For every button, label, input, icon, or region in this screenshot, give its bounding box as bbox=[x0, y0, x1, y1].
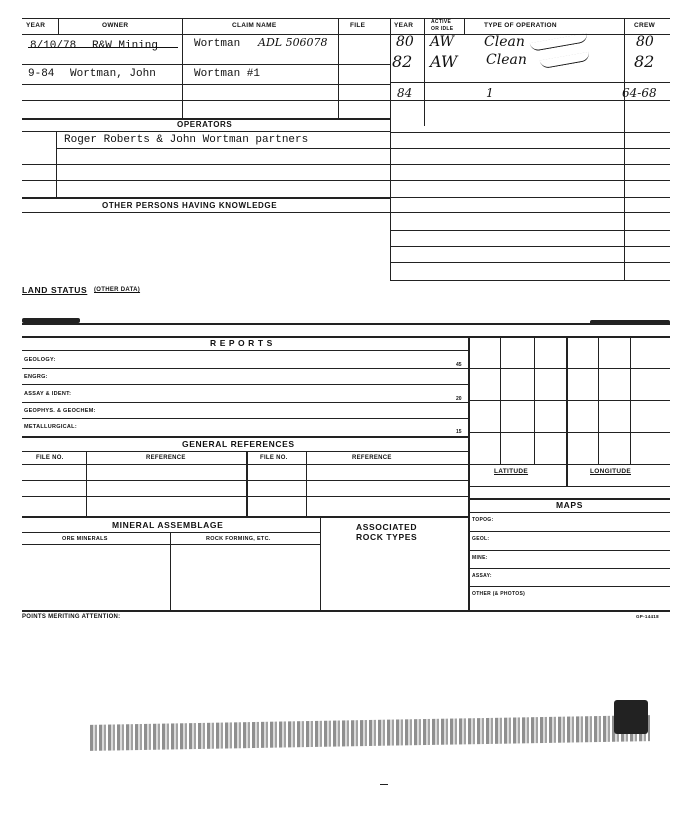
rule bbox=[390, 212, 670, 213]
rule bbox=[22, 212, 390, 213]
row-rule bbox=[22, 64, 390, 65]
grid-line bbox=[468, 368, 670, 369]
scan-noise bbox=[90, 715, 650, 751]
rule bbox=[390, 280, 670, 281]
header-rule bbox=[22, 18, 670, 19]
crew-header: CREW bbox=[634, 22, 656, 29]
rule bbox=[22, 464, 468, 465]
mineral-assemblage-title: MINERAL ASSEMBLAGE bbox=[112, 520, 224, 530]
claim-name: Wortman bbox=[194, 38, 241, 50]
operation-crew: 64-68 bbox=[622, 86, 657, 100]
operation-type: Clean bbox=[486, 52, 527, 68]
rule bbox=[468, 568, 670, 569]
rule bbox=[22, 496, 468, 497]
other-persons-title: OTHER PERSONS HAVING KNOWLEDGE bbox=[102, 201, 278, 210]
operation-year: 80 bbox=[396, 34, 414, 50]
rule bbox=[22, 402, 468, 403]
rule bbox=[22, 610, 670, 612]
rule bbox=[22, 368, 468, 369]
longitude-label: LONGITUDE bbox=[590, 468, 631, 475]
operation-year: 82 bbox=[392, 52, 413, 71]
scan-dash bbox=[380, 784, 388, 785]
maps-geol: GEOL: bbox=[472, 536, 490, 542]
assay-label: ASSAY & IDENT: bbox=[24, 391, 72, 397]
grid-line bbox=[468, 486, 670, 487]
owner-year: 8/10/78 bbox=[30, 40, 77, 52]
rule bbox=[390, 197, 670, 198]
row-rule bbox=[22, 84, 390, 85]
rule bbox=[56, 148, 390, 149]
file-no-col: FILE NO. bbox=[36, 455, 64, 461]
rule bbox=[468, 512, 670, 513]
row-rule bbox=[390, 82, 670, 83]
owner-header: OWNER bbox=[102, 22, 129, 29]
claim-name-header: CLAIM NAME bbox=[232, 22, 277, 29]
owner-name: Wortman, John bbox=[70, 68, 156, 80]
grid-line bbox=[468, 464, 670, 465]
reference-col: REFERENCE bbox=[146, 455, 186, 461]
maps-mine: MINE: bbox=[472, 555, 488, 561]
land-status-sub: (OTHER DATA) bbox=[94, 287, 141, 293]
rule bbox=[22, 131, 390, 132]
operation-active: AW bbox=[430, 34, 454, 50]
row-rule bbox=[22, 100, 390, 101]
metallurgical-label: METALLURGICAL: bbox=[24, 424, 77, 430]
grid-line bbox=[468, 336, 670, 338]
operation-crew: 80 bbox=[636, 34, 654, 50]
divider bbox=[624, 18, 625, 280]
rule bbox=[22, 197, 390, 199]
on-idle-header: OR IDLE bbox=[431, 26, 454, 32]
rock-types-label: ROCK TYPES bbox=[356, 532, 418, 542]
active-header: ACTIVE bbox=[431, 19, 452, 25]
file-header: FILE bbox=[350, 22, 366, 29]
rule bbox=[22, 350, 468, 351]
divider bbox=[338, 18, 339, 118]
rule bbox=[390, 132, 670, 133]
type-of-operation-header: TYPE OF OPERATION bbox=[484, 22, 557, 29]
rule bbox=[390, 180, 670, 181]
grid-line bbox=[468, 432, 670, 433]
geology-num: 45 bbox=[456, 362, 462, 368]
year2-header: YEAR bbox=[394, 22, 414, 29]
rule bbox=[390, 148, 670, 149]
owner-year: 9-84 bbox=[28, 68, 55, 80]
divider bbox=[306, 451, 307, 516]
rule bbox=[390, 246, 670, 247]
ore-minerals-label: ORE MINERALS bbox=[62, 536, 108, 542]
points-meriting-attention: POINTS MERITING ATTENTION: bbox=[22, 614, 121, 620]
divider bbox=[464, 18, 465, 34]
metallurgical-num: 15 bbox=[456, 429, 462, 435]
rule bbox=[22, 480, 468, 481]
divider bbox=[58, 18, 59, 34]
operation-crew: 82 bbox=[634, 52, 655, 71]
rule bbox=[22, 418, 468, 419]
divider bbox=[424, 18, 425, 126]
rock-forming-label: ROCK FORMING, ETC. bbox=[206, 536, 271, 542]
row-rule bbox=[390, 100, 670, 101]
owner-name: R&W Mining bbox=[92, 40, 159, 52]
rule bbox=[22, 532, 320, 533]
maps-topog: TOPOG: bbox=[472, 517, 494, 523]
claim-note: ADL 506078 bbox=[258, 36, 328, 49]
reports-title: R E P O R T S bbox=[210, 338, 273, 348]
assay-num: 20 bbox=[456, 396, 462, 402]
rule bbox=[390, 262, 670, 263]
operation-type: Clean bbox=[484, 34, 525, 50]
scan-blob bbox=[614, 700, 648, 734]
maps-other: OTHER (& PHOTOS) bbox=[472, 591, 526, 597]
latitude-label: LATITUDE bbox=[494, 468, 529, 475]
rule bbox=[22, 451, 468, 452]
scribble bbox=[540, 52, 591, 70]
operation-year: 84 bbox=[397, 86, 413, 100]
land-status-title: LAND STATUS bbox=[22, 285, 88, 295]
operators-title: OPERATORS bbox=[177, 120, 233, 129]
scribble bbox=[530, 33, 589, 52]
rule bbox=[468, 550, 670, 551]
form-code: GP-14418 bbox=[636, 614, 659, 619]
engrg-label: ENGRG: bbox=[24, 374, 48, 380]
divider bbox=[246, 451, 248, 516]
geophys-label: GEOPHYS. & GEOCHEM: bbox=[24, 408, 96, 414]
file-no-col-2: FILE NO. bbox=[260, 455, 288, 461]
divider bbox=[170, 532, 171, 610]
maps-title: MAPS bbox=[556, 500, 583, 510]
rule bbox=[22, 323, 670, 325]
rule bbox=[390, 230, 670, 231]
operators-text: Roger Roberts & John Wortman partners bbox=[64, 134, 309, 146]
rule bbox=[22, 384, 468, 385]
rule bbox=[22, 436, 468, 438]
rule bbox=[22, 164, 390, 165]
operation-type: 1 bbox=[486, 86, 494, 100]
divider bbox=[182, 18, 183, 118]
rule bbox=[468, 531, 670, 532]
rule bbox=[22, 516, 468, 518]
operation-active: AW bbox=[430, 52, 458, 71]
year-header: YEAR bbox=[26, 22, 46, 29]
claim-name: Wortman #1 bbox=[194, 68, 261, 80]
divider bbox=[86, 451, 87, 516]
associated-label: ASSOCIATED bbox=[356, 522, 418, 532]
rule bbox=[468, 586, 670, 587]
divider bbox=[320, 516, 321, 610]
rule bbox=[22, 180, 390, 181]
rule bbox=[22, 544, 320, 545]
geology-label: GEOLOGY: bbox=[24, 357, 56, 363]
maps-assay: ASSAY: bbox=[472, 573, 492, 579]
general-references-title: GENERAL REFERENCES bbox=[182, 439, 295, 449]
rule bbox=[390, 164, 670, 165]
reference-col-2: REFERENCE bbox=[352, 455, 392, 461]
grid-line bbox=[468, 400, 670, 401]
divider bbox=[390, 18, 391, 280]
